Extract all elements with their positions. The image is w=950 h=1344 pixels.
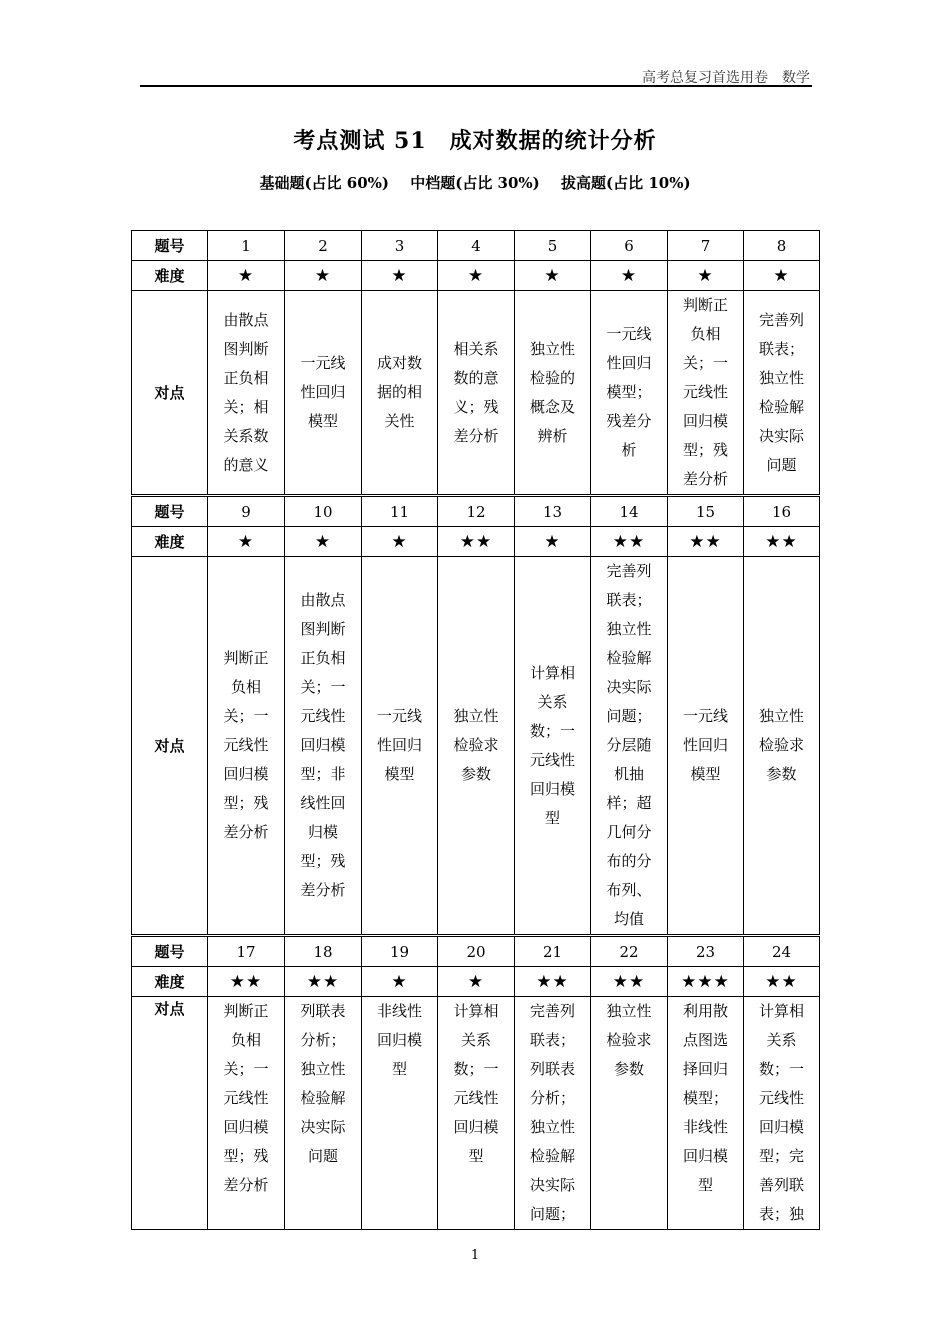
question-number: 2 bbox=[285, 231, 362, 261]
difficulty-stars: ★ bbox=[362, 967, 438, 997]
question-number: 10 bbox=[285, 496, 362, 527]
difficulty-stars: ★ bbox=[285, 527, 362, 557]
point-text: 独立性检验求参数 bbox=[453, 707, 499, 783]
point-text: 计算相关系数；一元线性回归模型 bbox=[453, 1002, 499, 1165]
question-number: 23 bbox=[668, 936, 744, 967]
header-rule bbox=[140, 85, 812, 87]
question-number: 1 bbox=[208, 231, 285, 261]
point-text: 由散点图判断正负相关；相关系数的意义 bbox=[223, 310, 269, 474]
point-cell bbox=[285, 291, 362, 496]
question-number: 16 bbox=[744, 496, 820, 527]
point-text: 计算相关系数；一元线性回归模型 bbox=[529, 663, 575, 827]
points-label bbox=[132, 997, 208, 1230]
difficulty-stars: ★ bbox=[668, 261, 744, 291]
difficulty-stars: ★★★ bbox=[668, 967, 744, 997]
point-text: 完善列联表；独立性检验解决实际问题 bbox=[758, 310, 804, 474]
question-number: 5 bbox=[515, 231, 591, 261]
question-number: 15 bbox=[668, 496, 744, 527]
difficulty-label: 难度 bbox=[132, 967, 208, 997]
question-number: 9 bbox=[208, 496, 285, 527]
point-text: 一元线性回归模型；残差分析 bbox=[606, 325, 652, 459]
point-cell bbox=[744, 557, 820, 936]
point-text: 一元线性回归模型 bbox=[376, 707, 422, 783]
question-number: 8 bbox=[744, 231, 820, 261]
point-cell bbox=[208, 997, 285, 1230]
point-cell bbox=[591, 291, 668, 496]
point-text: 独立性检验的概念及辨析 bbox=[529, 339, 575, 445]
point-cell bbox=[744, 291, 820, 496]
point-cell bbox=[515, 291, 591, 496]
point-text: 非线性回归模型 bbox=[376, 1002, 422, 1078]
difficulty-stars: ★★ bbox=[285, 967, 362, 997]
point-cell bbox=[285, 997, 362, 1230]
difficulty-stars: ★ bbox=[285, 261, 362, 291]
point-text: 完善列联表；列联表分析；独立性检验解决实际问题； bbox=[529, 1002, 575, 1223]
difficulty-row bbox=[132, 967, 820, 997]
point-text: 一元线性回归模型 bbox=[682, 707, 728, 783]
points-row bbox=[132, 997, 820, 1230]
point-cell bbox=[208, 291, 285, 496]
question-number: 21 bbox=[515, 936, 591, 967]
point-text: 判断正负相关；一元线性回归模型；残差分析 bbox=[223, 1002, 269, 1194]
difficulty-stars: ★★ bbox=[515, 967, 591, 997]
group-2 bbox=[132, 496, 820, 936]
question-number: 24 bbox=[744, 936, 820, 967]
page-title: 考点测试 51 成对数据的统计分析 bbox=[293, 128, 657, 154]
header-text: 高考总复习首选用卷 数学 bbox=[642, 70, 810, 86]
point-cell bbox=[208, 557, 285, 936]
number-row bbox=[132, 936, 820, 967]
difficulty-stars: ★ bbox=[515, 527, 591, 557]
question-number: 12 bbox=[438, 496, 515, 527]
difficulty-stars: ★★ bbox=[668, 527, 744, 557]
point-text: 独立性检验求参数 bbox=[758, 707, 804, 783]
number-row bbox=[132, 231, 820, 261]
point-text: 判断正负相关；一元线性回归模型；残差分析 bbox=[223, 649, 269, 841]
point-cell bbox=[668, 557, 744, 936]
difficulty-stars: ★ bbox=[362, 261, 438, 291]
point-cell bbox=[591, 997, 668, 1230]
point-cell bbox=[285, 557, 362, 936]
difficulty-stars: ★ bbox=[438, 261, 515, 291]
points-label: 对点 bbox=[132, 557, 208, 936]
question-number: 6 bbox=[591, 231, 668, 261]
number-row bbox=[132, 496, 820, 527]
group-3 bbox=[132, 936, 820, 1230]
points-row bbox=[132, 291, 820, 496]
number-label: 题号 bbox=[132, 936, 208, 967]
difficulty-stars: ★★ bbox=[744, 527, 820, 557]
point-cell bbox=[744, 997, 820, 1230]
point-text: 一元线性回归模型 bbox=[300, 354, 346, 430]
difficulty-stars: ★ bbox=[362, 527, 438, 557]
question-number: 17 bbox=[208, 936, 285, 967]
difficulty-stars: ★ bbox=[515, 261, 591, 291]
point-cell bbox=[668, 997, 744, 1230]
point-cell bbox=[515, 557, 591, 936]
point-text: 由散点图判断正负相关；一元线性回归模型；非线性回归模型；残差分析 bbox=[300, 591, 346, 899]
point-text: 计算相关系数；一元线性回归模型；完善列联表；独 bbox=[758, 1002, 804, 1223]
points-row bbox=[132, 557, 820, 936]
point-cell bbox=[362, 557, 438, 936]
question-number: 22 bbox=[591, 936, 668, 967]
basic-ratio: 基础题(占比 60%) bbox=[259, 174, 389, 192]
difficulty-stars: ★ bbox=[591, 261, 668, 291]
difficulty-stars: ★★ bbox=[438, 527, 515, 557]
group-1 bbox=[132, 231, 820, 496]
difficulty-stars: ★ bbox=[438, 967, 515, 997]
points-label: 对点 bbox=[132, 291, 208, 496]
point-text: 列联表分析；独立性检验解决实际问题 bbox=[300, 1002, 346, 1165]
number-label: 题号 bbox=[132, 496, 208, 527]
point-text: 独立性检验求参数 bbox=[606, 1002, 652, 1078]
page-number: 1 bbox=[470, 1248, 480, 1263]
point-cell bbox=[438, 997, 515, 1230]
difficulty-stars: ★ bbox=[208, 527, 285, 557]
point-cell bbox=[515, 997, 591, 1230]
question-number: 18 bbox=[285, 936, 362, 967]
question-number: 14 bbox=[591, 496, 668, 527]
difficulty-row bbox=[132, 261, 820, 291]
point-cell bbox=[591, 557, 668, 936]
point-cell bbox=[438, 291, 515, 496]
number-label: 题号 bbox=[132, 231, 208, 261]
difficulty-ratio bbox=[0, 172, 950, 193]
advanced-ratio: 拔高题(占比 10%) bbox=[561, 174, 691, 192]
difficulty-row bbox=[132, 527, 820, 557]
difficulty-stars: ★ bbox=[744, 261, 820, 291]
points-label-text: 对点 bbox=[154, 1000, 185, 1018]
difficulty-stars: ★ bbox=[208, 261, 285, 291]
middle-ratio: 中档题(占比 30%) bbox=[410, 174, 540, 192]
point-cell bbox=[438, 557, 515, 936]
point-text: 完善列联表；独立性检验解决实际问题；分层随机抽样；超几何分布的分布列、均值 bbox=[606, 562, 652, 928]
difficulty-stars: ★★ bbox=[591, 967, 668, 997]
point-text: 判断正负相关；一元线性回归模型；残差分析 bbox=[682, 296, 728, 488]
difficulty-stars: ★★ bbox=[591, 527, 668, 557]
point-cell bbox=[362, 291, 438, 496]
point-cell bbox=[362, 997, 438, 1230]
question-number: 3 bbox=[362, 231, 438, 261]
question-number: 20 bbox=[438, 936, 515, 967]
question-number: 7 bbox=[668, 231, 744, 261]
difficulty-stars: ★★ bbox=[744, 967, 820, 997]
difficulty-label: 难度 bbox=[132, 261, 208, 291]
question-number: 13 bbox=[515, 496, 591, 527]
question-number: 4 bbox=[438, 231, 515, 261]
difficulty-stars: ★★ bbox=[208, 967, 285, 997]
difficulty-label: 难度 bbox=[132, 527, 208, 557]
question-number: 11 bbox=[362, 496, 438, 527]
question-number: 19 bbox=[362, 936, 438, 967]
exam-point-table bbox=[131, 230, 820, 1230]
point-text: 相关系数的意义；残差分析 bbox=[453, 339, 499, 445]
point-text: 利用散点图选择回归模型；非线性回归模型 bbox=[682, 1002, 728, 1194]
point-cell bbox=[668, 291, 744, 496]
point-text: 成对数据的相关性 bbox=[376, 354, 422, 430]
